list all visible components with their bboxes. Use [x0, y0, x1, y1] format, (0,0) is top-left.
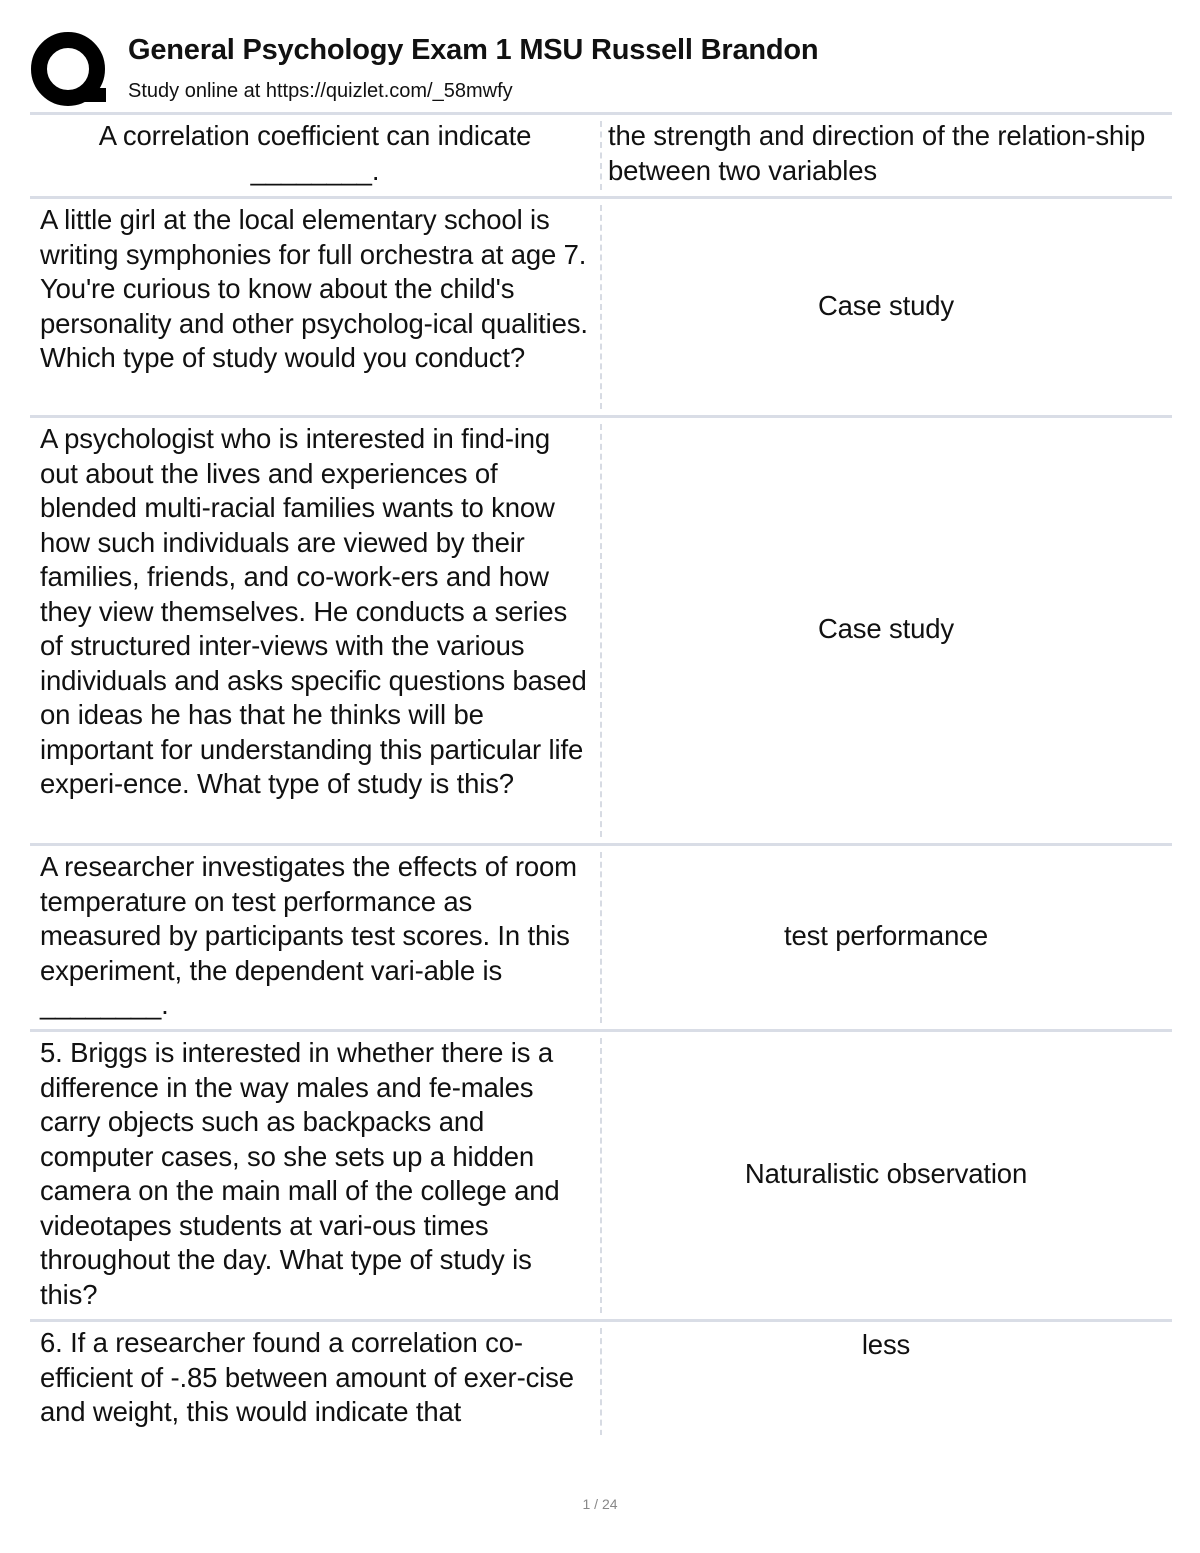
- flashcard-term: A correlation coefficient can indicate ________.: [98, 120, 532, 186]
- quizlet-q-logo-icon: [30, 30, 112, 112]
- flashcard-definition: the strength and direction of the relation-ship between two variables: [608, 120, 1146, 186]
- flashcard-row: [30, 115, 1172, 199]
- flashcard-row: [30, 1032, 1172, 1322]
- flashcard-row: [30, 846, 1172, 1032]
- study-online-link-text: Study online at https://quizlet.com/_58mwfy: [128, 80, 513, 102]
- flashcard-definition: Case study: [817, 289, 955, 321]
- flashcard-term: 5. Briggs is interested in whether there is a difference in the way males and fe-males carry objects such as backpacks and computer cases, so she sets up a hidden camera on the main mall of the college and videotapes students at vari-ous times throughout the day. What type of study is this?: [40, 1037, 560, 1310]
- flashcard-row: [30, 418, 1172, 846]
- flashcard-term: A researcher investigates the effects of room temperature on test performance as measured by participants test scores. In this experiment, the dependent vari-able is ________.: [40, 851, 577, 1020]
- flashcard-row: [30, 199, 1172, 418]
- document-title: General Psychology Exam 1 MSU Russell Brandon: [128, 34, 819, 66]
- flashcard-term: A psychologist who is interested in find-ing out about the lives and experiences of blended multi-racial families wants to know how such individuals are viewed by their families, friends, and co-work-ers and how they view themselves. He conducts a series of structured inter-views with the various individuals and asks specific questions based on ideas he has that he thinks will be important for understanding this particular life experi-ence. What type of study is this?: [40, 423, 587, 799]
- page-header: [30, 28, 1170, 108]
- flashcard-term: 6. If a researcher found a correlation co-efficient of -.85 between amount of exer-cise and weight, this would indicate that: [40, 1327, 574, 1427]
- flashcard-row: [30, 1322, 1172, 1435]
- flashcard-definition: Naturalistic observation: [744, 1158, 1028, 1190]
- flashcard-term: A little girl at the local elementary school is writing symphonies for full orchestra at age 7. You're curious to know about the child's personality and other psycholog-ical qualities. Which type of study would you conduct?: [40, 204, 588, 373]
- flashcard-list: [30, 112, 1172, 1435]
- flashcard-definition: less: [861, 1329, 911, 1360]
- flashcard-definition: test performance: [784, 920, 988, 952]
- page-number: 1 / 24: [582, 1496, 618, 1512]
- flashcard-definition: Case study: [817, 613, 955, 645]
